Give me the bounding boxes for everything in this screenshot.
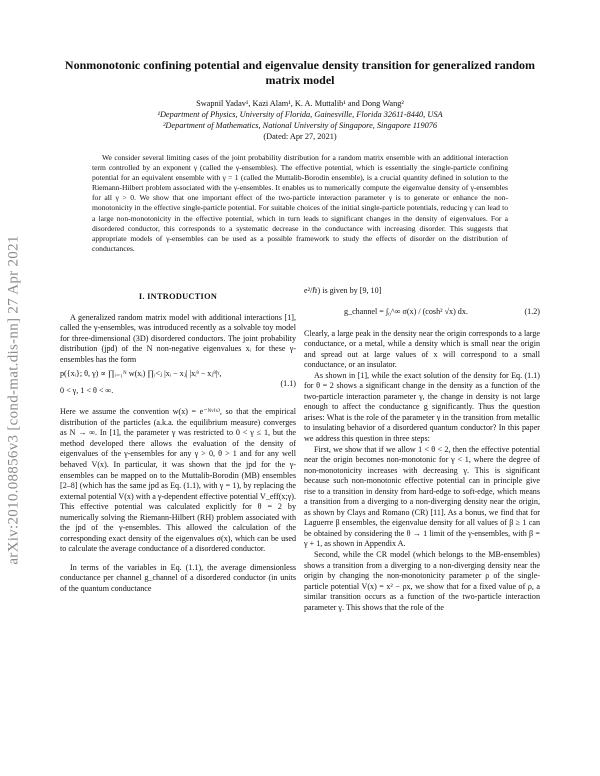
left-column — [60, 286, 296, 595]
date: (Dated: Apr 27, 2021) — [263, 132, 337, 141]
authors: Swapnil Yadav¹, Kazi Alam¹, K. A. Muttalib¹ and Dong Wang² — [196, 99, 404, 108]
paragraph: In terms of the variables in Eq. (1.1), the average dimensionless conductance per channel g_channel of a disordered conductor (in units of the quantum conductance — [60, 562, 296, 594]
paragraph: e²/ℏ) is given by [9, 10] — [304, 286, 382, 295]
paragraph: First, we show that if we allow 1 < θ < 2, then the effective potential near the origin becomes non-monotonic for γ < 1, where the degree of non-monotonicity increases with decreasing γ. This is significant because such non-monotonic effective potential can in principle give rise to a transition in density from hard-edge to soft-edge, which means a transition from a diverging to a non-diverging density near the origin, as shown by Clays and Romano (CR) [11]. As a bonus, we find that for Laguerre β ensembles, the eigenvalue density for all values of β ≥ 1 can be obtained by considering the θ → 1 limit of the γ-ensembles, with β = γ + 1, as shown in Appendix A. — [304, 444, 540, 549]
paragraph: Second, while the CR model (which belongs to the MB-ensembles) shows a transition from a diverging to a non-diverging density near the origin by changing the non-monotonicity parameter ρ of the single-particle potential V(x) = x² − ρx, we show that for a fixed value of ρ, a similar transition occurs as a function of the two-particle interaction parameter γ. This shows that the role of the — [304, 550, 540, 612]
paragraph: As shown in [1], while the exact solution of the density for Eq. (1.1) for θ = 2 shows a significant change in the density as a function of the two-particle interaction parameter γ, the change in density is not large enough to affect the conductance g significantly. Thus the question arises: What is the role of the parameter γ in the transition from metallic to insulating behavior of a disordered quantum conductor? In this paper we address this question in three steps: — [304, 370, 540, 444]
affiliation-2: ²Department of Mathematics, National University of Singapore, Singapore 119076 — [162, 121, 438, 130]
equation-1-2 — [304, 301, 540, 325]
paper-title: Nonmonotonic confining potential and eigenvalue density transition for generalized random matrix model — [64, 58, 536, 87]
arxiv-stamp: arXiv:2010.08856v3 [cond-mat.dis-nn] 27 Apr 2021 — [5, 235, 22, 565]
abstract — [92, 153, 508, 254]
equation-number: (1.1) — [280, 379, 296, 389]
author-block — [60, 98, 540, 142]
paragraph: Here we assume the convention w(x) = e⁻ᴺᵛ⁽ˣ⁾, so that the empirical distribution of the particles (a.k.a. the equilibrium measure) converges as N → ∞. In [1], the parameter γ was restricted to 0 < γ ≤ 1, but the method developed there allows the evaluation of the density of eigenvalues of the γ-ensembles for any γ > 0, θ > 1 and for any well behaved V(x). In particular, it was shown that the jpd for the γ-ensembles can be mapped on to the Muttalib-Borodin (MB) ensembles [2–8] (which has the same jpd as Eq. (1.1), with γ = 1), by replacing the external potential V(x) with a γ-dependent effective potential V_eff(x;γ). This effective potential was calculated explicitly for θ = 2 by numerically solving the Riemann-Hilbert (RH) problem associated with the jpd of the γ-ensembles. This allowed the calculation of the corresponding exact density of the eigenvalues σ(x), which can be used to calculate the average conductance of a disordered conductor. — [60, 407, 296, 554]
section-heading: I. INTRODUCTION — [138, 292, 218, 301]
equation-1-1 — [60, 369, 296, 403]
right-column — [304, 286, 540, 613]
paragraph: A generalized random matrix model with additional interactions [1], called the γ-ensembles, was introduced recently as a solvable toy model for three-dimensional (3D) disordered conductors. The joint probability distribution (jpd) of the N non-negative eigenvalues xᵢ for these γ-ensembles has the form — [60, 312, 296, 364]
equation-line: 0 < γ, 1 < θ < ∞. — [60, 385, 114, 395]
affiliation-1: ¹Department of Physics, University of Florida, Gainesville, Florida 32611-8440, USA — [157, 110, 443, 119]
equation-line: p({xᵢ}; θ, γ) ∝ ∏ᵢ₌₁ᴺ w(xᵢ) ∏ᵢ<ⱼ |xᵢ − xⱼ| |xᵢᶿ − xⱼᶿ|ᵞ, — [60, 369, 222, 379]
paragraph: Clearly, a large peak in the density near the origin corresponds to a large conductance, or a metal, while a density which is small near the origin and spread out at large values of x will correspond to a small conductance, or an insulator. — [304, 328, 540, 370]
equation-body: g_channel = ∫₀^∞ σ(x) / (cosh² √x) dx. — [344, 306, 468, 316]
equation-number: (1.2) — [524, 306, 540, 316]
abstract-text: We consider several limiting cases of the joint probability distribution for a random matrix ensemble with an additional interaction term controlled by an exponent γ (called the γ-ensembles). The effective potential, which is essentially the single-particle confining potential for an equivalent ensemble with γ = 1 (called the Muttalib-Borodin ensemble), is a crucial quantity defined in solution to the Riemann-Hilbert problem associated with the γ-ensembles. It enables us to numerically compute the eigenvalue density of γ-ensembles for all γ > 0. We show that one important effect of the two-particle interaction parameter γ is to generate or enhance the non-monotonicity in the effective single-particle potential. For suitable choices of the initial single-particle potentials, reducing γ can lead to a large non-monotonicity in the effective potential, which in turn leads to significant changes in the density of eigenvalues. For a disordered conductor, this corresponds to a systematic decrease in the conductance with increasing disorder. This suggests that appropriate models of γ-ensembles can be used as a possible framework to study the effects of disorder on the distribution of conductances. — [92, 153, 508, 253]
